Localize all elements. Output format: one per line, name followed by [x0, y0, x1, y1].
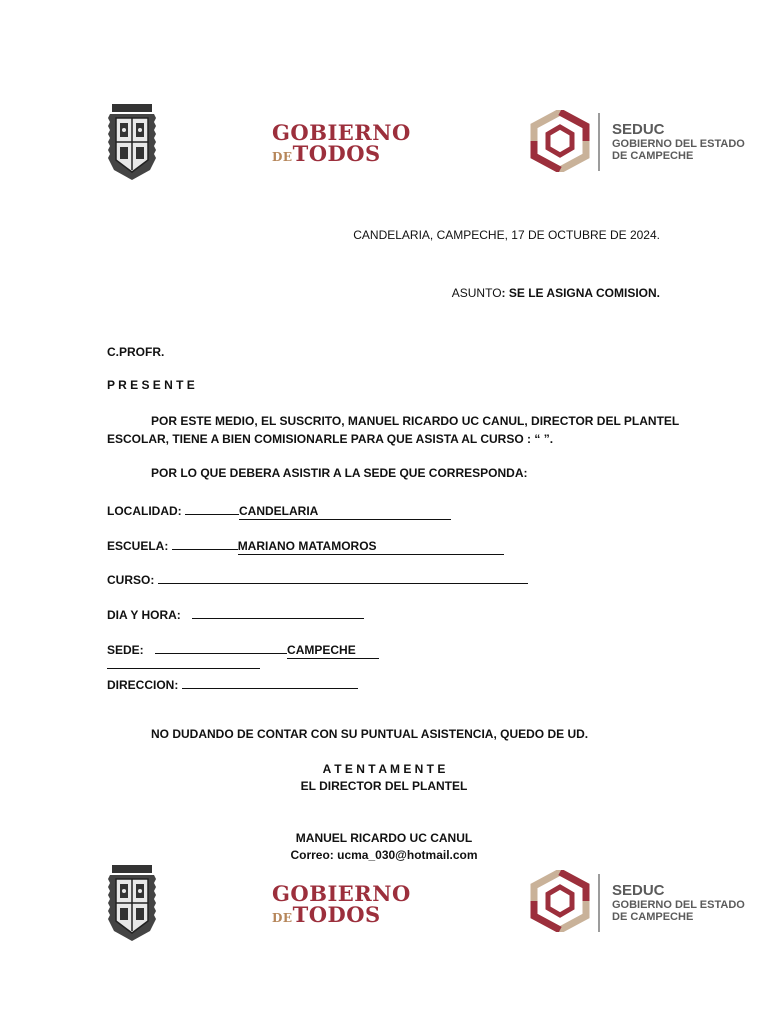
- paragraph-1-line-1: POR ESTE MEDIO, EL SUSCRITO, MANUEL RICARDO UC CANUL, DIRECTOR DEL PLANTEL: [151, 414, 680, 428]
- blank-line: [192, 605, 364, 619]
- blank-line: [155, 640, 287, 654]
- localidad-value: CANDELARIA: [239, 504, 451, 520]
- direccion-label: DIRECCION:: [107, 678, 179, 692]
- paragraph-2: POR LO QUE DEBERA ASISTIR A LA SEDE QUE CORRESPONDA:: [151, 466, 528, 480]
- state-crest-logo-footer: [104, 865, 160, 950]
- seduc-line1: GOBIERNO DEL ESTADO: [612, 138, 745, 150]
- signer-title: EL DIRECTOR DEL PLANTEL: [300, 779, 468, 793]
- seduc-line2: DE CAMPECHE: [612, 911, 694, 923]
- closing: NO DUDANDO DE CONTAR CON SU PUNTUAL ASISTENCIA, QUEDO DE UD.: [151, 727, 589, 741]
- place-date: CANDELARIA, CAMPECHE, 17 DE OCTUBRE DE 2024.: [353, 228, 660, 242]
- sede-continuation-line: [107, 668, 260, 669]
- seduc-title: SEDUC: [612, 121, 665, 138]
- gobierno-logo-line1: GOBIERNO: [272, 881, 411, 906]
- blank-line: [182, 675, 358, 689]
- atentamente: A T E N T A M E N T E: [322, 762, 446, 776]
- seduc-line1: GOBIERNO DEL ESTADO: [612, 899, 745, 911]
- sede-label: SEDE:: [107, 643, 144, 657]
- seduc-line2: DE CAMPECHE: [612, 150, 694, 162]
- field-direccion: [107, 675, 358, 693]
- gobierno-logo-line2: TODOS: [292, 141, 381, 166]
- localidad-label: LOCALIDAD:: [107, 504, 182, 518]
- seduc-logo-footer: [530, 870, 590, 937]
- subject-label: ASUNTO: [451, 286, 502, 300]
- blank-line: [185, 501, 239, 515]
- field-dia-hora: [107, 605, 364, 623]
- seduc-divider: [598, 113, 600, 171]
- curso-label: CURSO:: [107, 573, 155, 587]
- field-escuela: [107, 536, 504, 555]
- seduc-hexagon-icon: [530, 110, 590, 172]
- crest-icon: [104, 865, 160, 945]
- seduc-text-block-footer: [612, 882, 745, 923]
- recipient: C.PROFR.: [107, 345, 165, 359]
- dia-hora-label: DIA Y HORA:: [107, 608, 181, 622]
- field-curso: [107, 570, 528, 588]
- gobierno-logo-de: DE: [272, 150, 293, 164]
- presente: P R E S E N T E: [107, 378, 195, 392]
- blank-line: [172, 536, 238, 550]
- paragraph-1-line-2: ESCOLAR, TIENE A BIEN COMISIONARLE PARA QUE ASISTA AL CURSO : “ ”.: [107, 432, 554, 446]
- seduc-hexagon-icon: [530, 870, 590, 932]
- blank-line: [158, 570, 528, 584]
- signer-name: MANUEL RICARDO UC CANUL: [295, 831, 473, 845]
- gobierno-logo-line1: GOBIERNO: [272, 120, 411, 145]
- escuela-label: ESCUELA:: [107, 539, 169, 553]
- sede-value: CAMPECHE: [287, 643, 379, 659]
- subject-value: : SE LE ASIGNA COMISION.: [501, 286, 660, 300]
- gobierno-de-todos-logo-footer: [272, 883, 411, 925]
- gobierno-logo-de: DE: [272, 911, 293, 925]
- gobierno-logo-line2: TODOS: [292, 902, 381, 927]
- seduc-text-block: [612, 121, 745, 162]
- crest-icon: [104, 104, 160, 184]
- field-sede: [107, 640, 379, 659]
- subject-line: [452, 286, 660, 301]
- state-crest-logo: [104, 104, 160, 189]
- gobierno-de-todos-logo: [272, 122, 411, 164]
- signer-email: Correo: ucma_030@hotmail.com: [290, 848, 478, 862]
- escuela-value: MARIANO MATAMOROS: [238, 539, 504, 555]
- seduc-title: SEDUC: [612, 882, 665, 899]
- seduc-logo: [530, 110, 590, 177]
- field-localidad: [107, 501, 451, 520]
- seduc-divider: [598, 874, 600, 932]
